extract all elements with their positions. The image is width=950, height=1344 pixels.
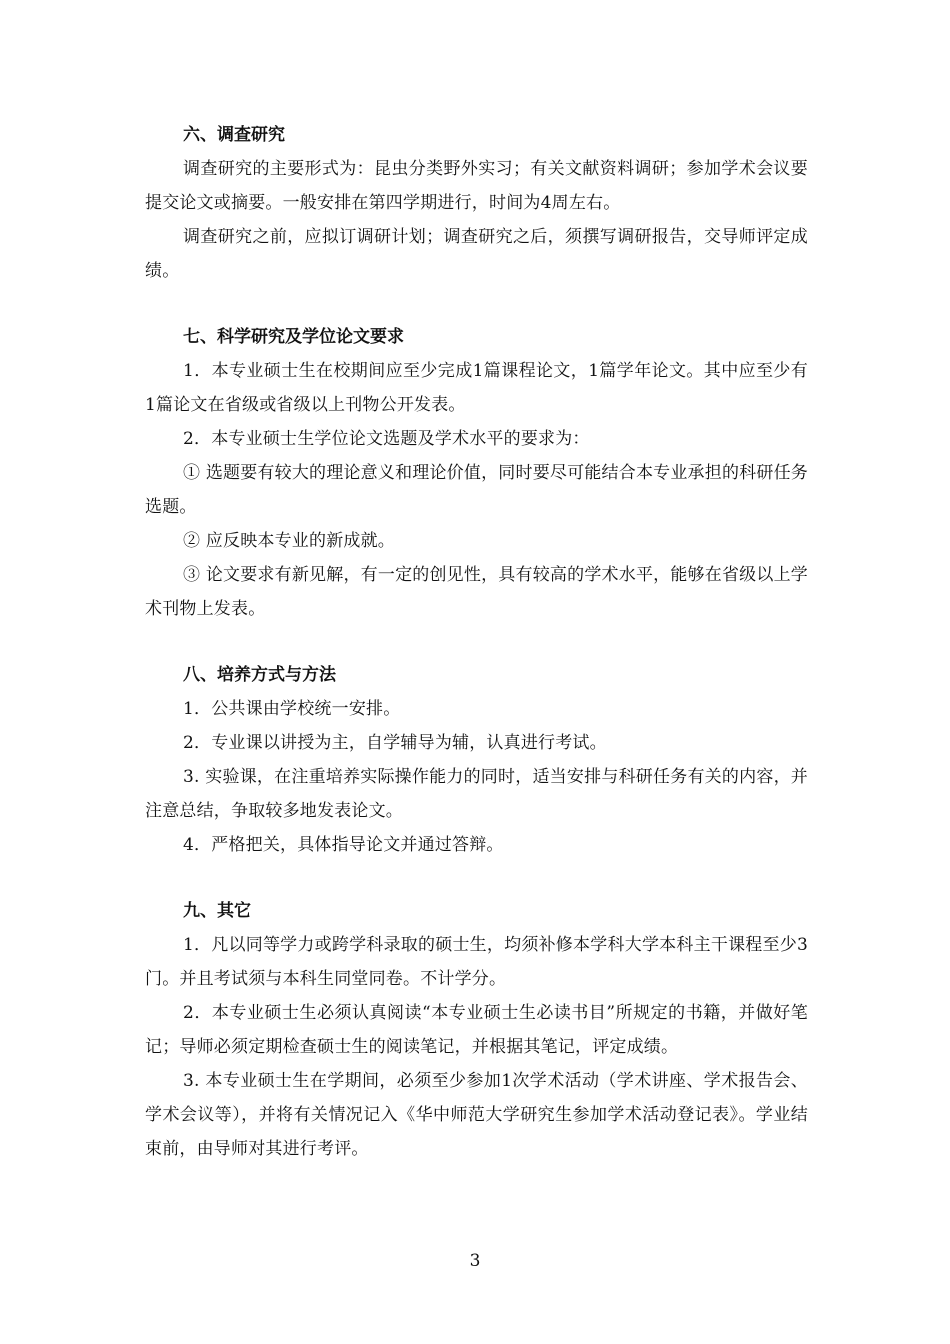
section-survey-research <box>145 118 808 288</box>
section-heading: 八、培养方式与方法 <box>183 665 336 685</box>
paragraph: 1．公共课由学校统一安排。 <box>183 699 401 719</box>
section-heading: 六、调查研究 <box>183 125 285 145</box>
paragraph: 3. 实验课，在注重培养实际操作能力的同时，适当安排与科研任务有关的内容，并注意总结，争取较多地发表论文。 <box>145 767 808 821</box>
paragraph: 1．凡以同等学力或跨学科录取的硕士生，均须补修本学科大学本科主干课程至少3门。并且考试须与本科生同堂同卷。不计学分。 <box>145 935 808 989</box>
paragraph: 1．本专业硕士生在校期间应至少完成1篇课程论文，1篇学年论文。其中应至少有1篇论文在省级或省级以上刊物公开发表。 <box>145 361 808 415</box>
paragraph: 调查研究之前，应拟订调研计划；调查研究之后，须撰写调研报告，交导师评定成绩。 <box>145 227 808 281</box>
paragraph: 2．本专业硕士生必须认真阅读“本专业硕士生必读书目”所规定的书籍，并做好笔记；导师必须定期检查硕士生的阅读笔记，并根据其笔记，评定成绩。 <box>145 1003 808 1057</box>
section-training-methods <box>145 658 808 862</box>
section-others <box>145 894 808 1166</box>
section-heading: 七、科学研究及学位论文要求 <box>183 327 404 347</box>
paragraph: 4．严格把关，具体指导论文并通过答辩。 <box>183 835 504 855</box>
section-research-thesis-requirements <box>145 320 808 626</box>
paragraph: 2．专业课以讲授为主，自学辅导为辅，认真进行考试。 <box>183 733 607 753</box>
document-body <box>145 118 808 1166</box>
page-number: 3 <box>469 1251 481 1271</box>
section-heading: 九、其它 <box>183 901 251 921</box>
paragraph: 调查研究的主要形式为：昆虫分类野外实习；有关文献资料调研；参加学术会议要提交论文或摘要。一般安排在第四学期进行，时间为4周左右。 <box>145 159 808 213</box>
paragraph: ③ 论文要求有新见解，有一定的创见性，具有较高的学术水平，能够在省级以上学术刊物上发表。 <box>145 565 808 619</box>
paragraph: ② 应反映本专业的新成就。 <box>183 531 396 551</box>
paragraph: 3. 本专业硕士生在学期间，必须至少参加1次学术活动（学术讲座、学术报告会、学术会议等），并将有关情况记入《华中师范大学研究生参加学术活动登记表》。学业结束前，由导师对其进行考评。 <box>145 1071 808 1159</box>
paragraph: ① 选题要有较大的理论意义和理论价值，同时要尽可能结合本专业承担的科研任务选题。 <box>145 463 808 517</box>
paragraph: 2．本专业硕士生学位论文选题及学术水平的要求为： <box>183 429 590 449</box>
